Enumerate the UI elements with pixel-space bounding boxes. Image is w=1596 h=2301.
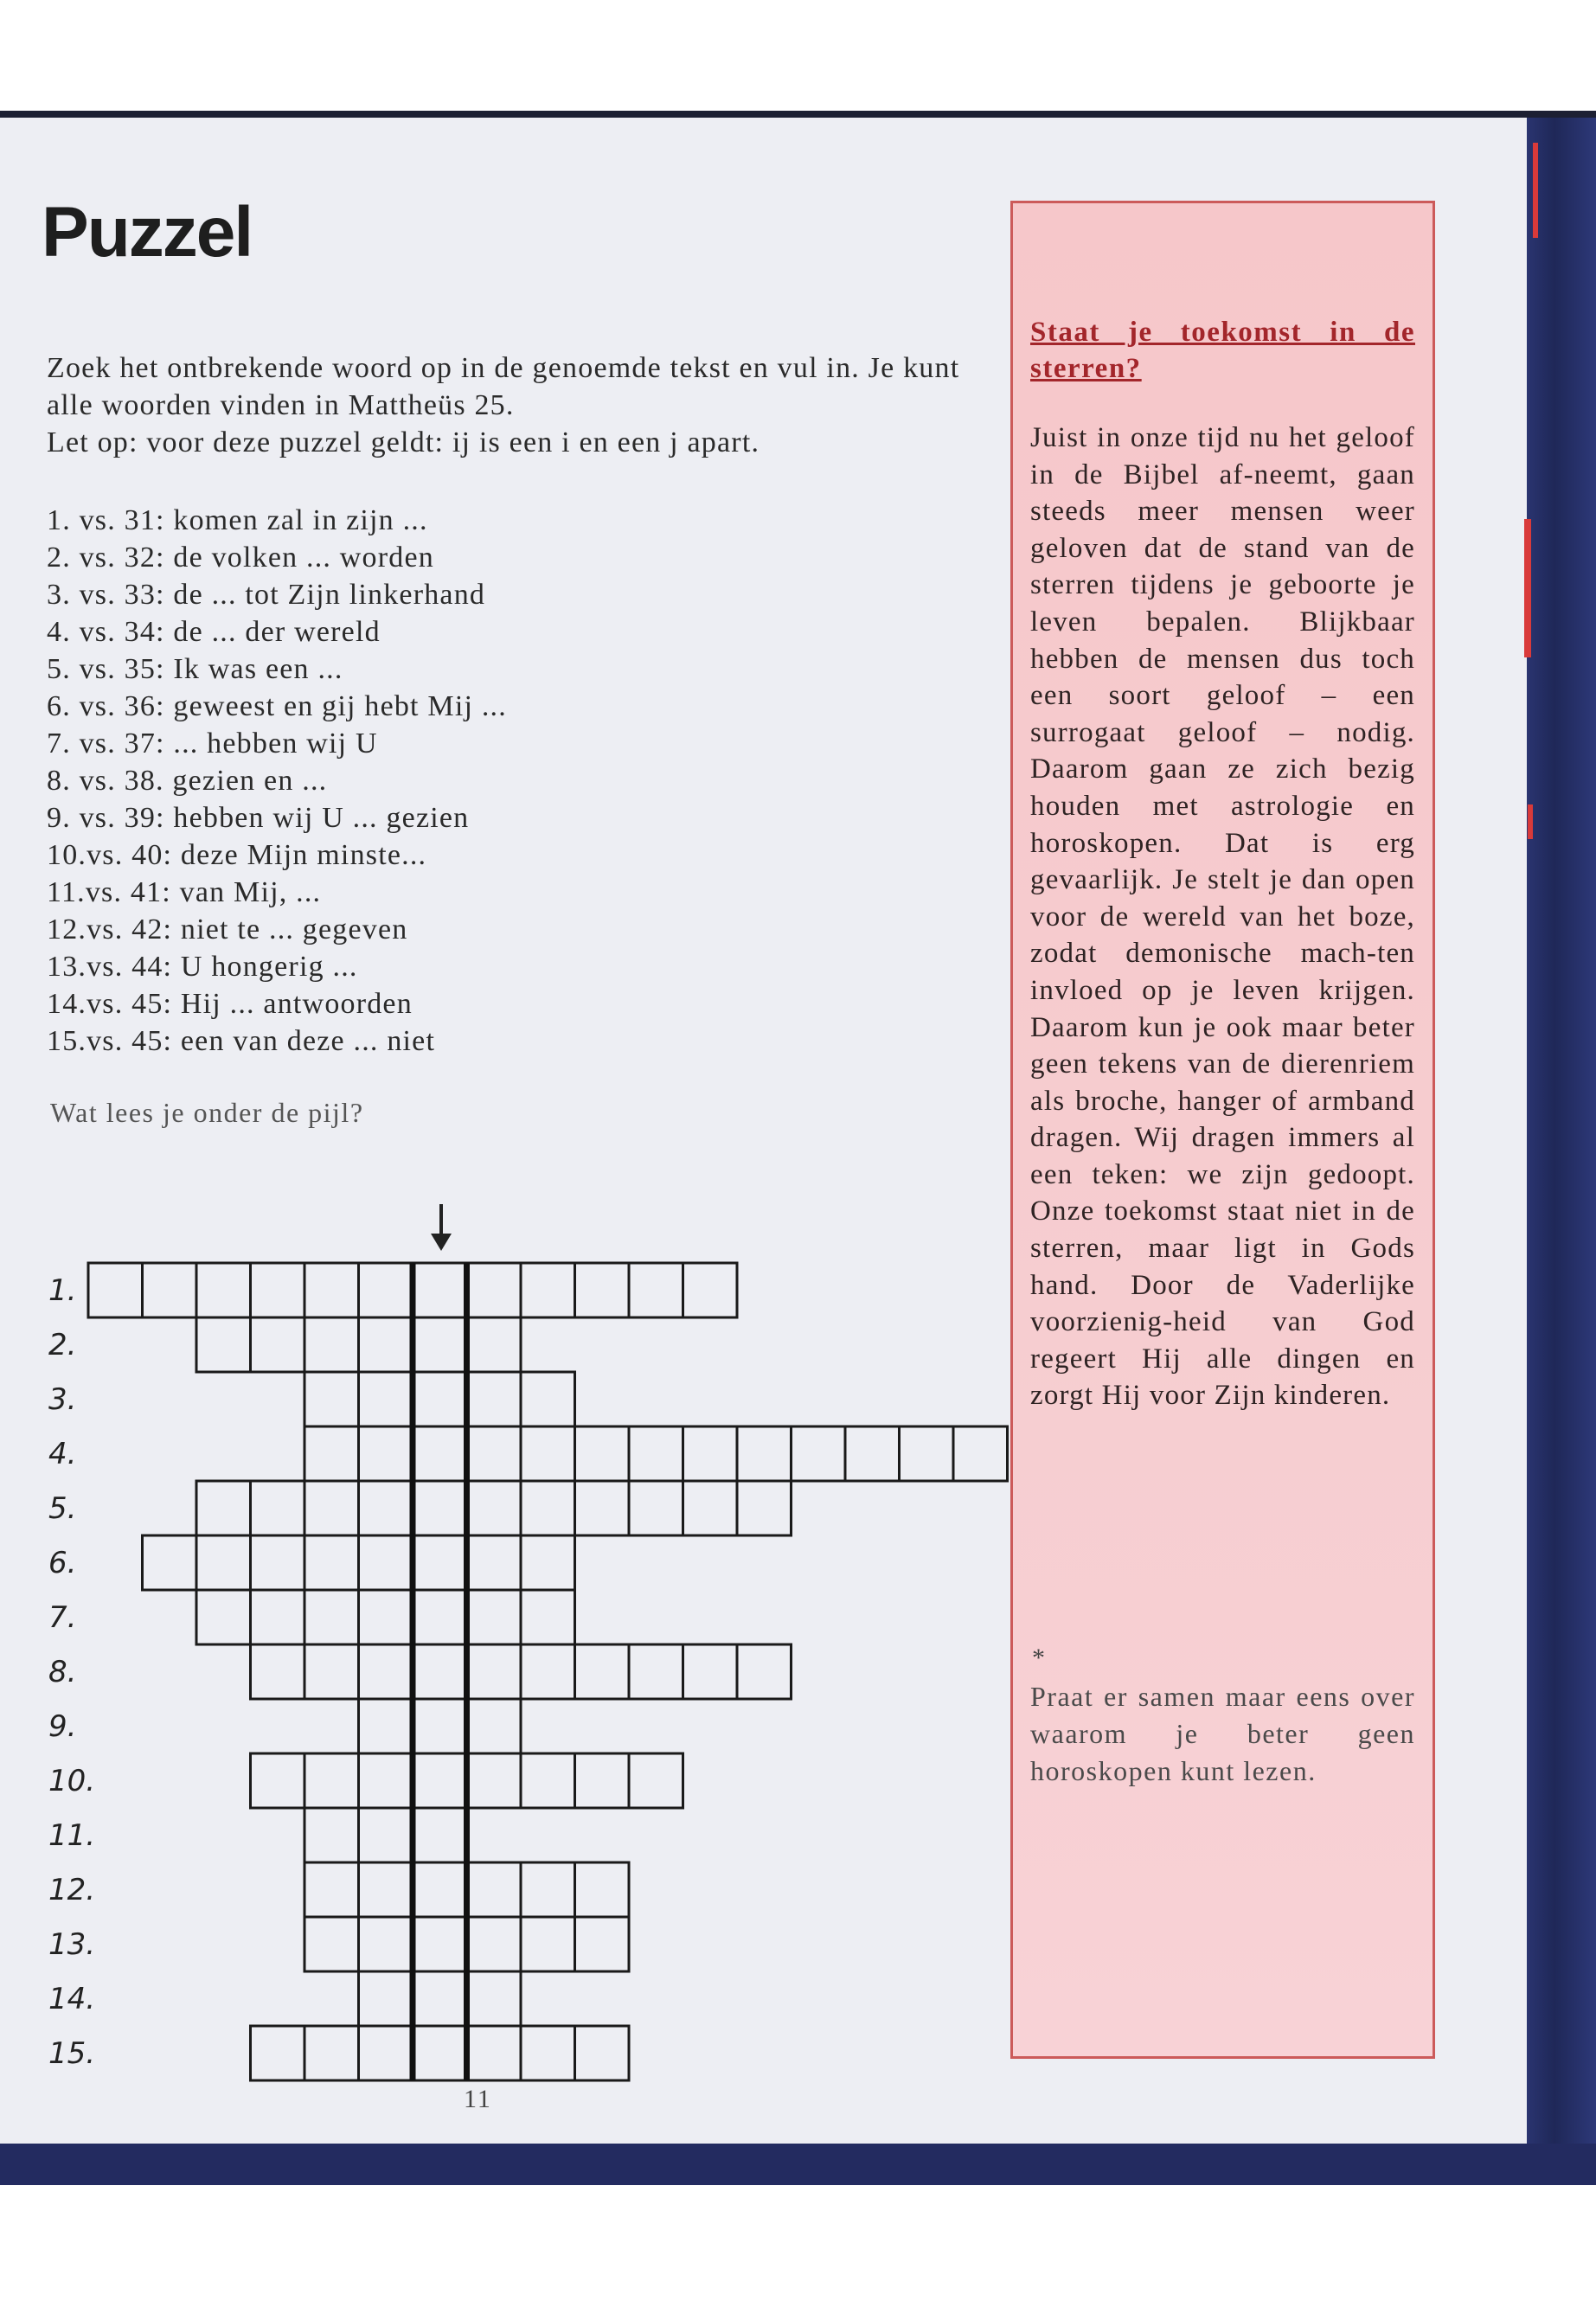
intro-line: Zoek het ontbrekende woord op in de genoemde tekst en vul in. Je kunt alle woorden vinden in Mattheüs 25. — [47, 352, 960, 421]
arrow-column-cell[interactable] — [413, 1426, 467, 1481]
crossword-cell[interactable] — [845, 1426, 900, 1481]
crossword-cell[interactable] — [251, 1481, 305, 1535]
arrow-column-cell[interactable] — [413, 1808, 467, 1862]
crossword-cell[interactable] — [143, 1263, 197, 1317]
crossword-cell[interactable] — [467, 1535, 522, 1590]
row-label: 6. — [48, 1546, 77, 1580]
row-label: 8. — [48, 1655, 77, 1689]
crossword-cell[interactable] — [575, 1753, 630, 1808]
crossword-cell[interactable] — [196, 1535, 251, 1590]
arrow-column-cell[interactable] — [413, 1481, 467, 1535]
row-label: 12. — [48, 1873, 96, 1907]
crossword-cell[interactable] — [467, 1971, 522, 2026]
crossword-cell[interactable] — [467, 1590, 522, 1644]
arrow-column-cell[interactable] — [413, 1862, 467, 1917]
arrow-column-cell[interactable] — [413, 1644, 467, 1699]
crossword-cell[interactable] — [467, 2026, 522, 2080]
crossword-cell[interactable] — [359, 1808, 413, 1862]
crossword-cell[interactable] — [467, 1644, 522, 1699]
crossword-cell[interactable] — [251, 1535, 305, 1590]
crossword-cell[interactable] — [359, 2026, 413, 2080]
clue-item: 12.vs. 42: niet te ... gegeven — [47, 913, 408, 945]
row-label: 3. — [48, 1382, 77, 1417]
clue-item: 3. vs. 33: de ... tot Zijn linkerhand — [47, 579, 486, 611]
row-label: 7. — [48, 1600, 77, 1635]
crossword-cell[interactable] — [521, 1426, 575, 1481]
crossword-cell[interactable] — [304, 1644, 359, 1699]
clue-item: 14.vs. 45: Hij ... antwoorden — [47, 988, 413, 1020]
crossword-cell[interactable] — [737, 1644, 792, 1699]
crossword-cell[interactable] — [304, 2026, 359, 2080]
crossword-cell[interactable] — [629, 1426, 683, 1481]
crossword-cell[interactable] — [467, 1317, 522, 1372]
arrow-column-cell[interactable] — [413, 1535, 467, 1590]
clue-item: 1. vs. 31: komen zal in zijn ... — [47, 504, 428, 536]
crossword-cell[interactable] — [629, 1481, 683, 1535]
arrow-column-cell[interactable] — [413, 1317, 467, 1372]
clue-item: 5. vs. 35: Ik was een ... — [47, 653, 343, 685]
clue-item: 7. vs. 37: ... hebben wij U — [47, 727, 378, 760]
crossword-cell[interactable] — [521, 1535, 575, 1590]
crossword-cell[interactable] — [575, 1426, 630, 1481]
row-label: 11. — [48, 1818, 96, 1853]
crossword-cell[interactable] — [304, 1426, 359, 1481]
crossword-cell[interactable] — [953, 1426, 1008, 1481]
crossword-cell[interactable] — [359, 1481, 413, 1535]
crossword-cell[interactable] — [359, 1644, 413, 1699]
crossword-cell[interactable] — [521, 1263, 575, 1317]
crossword-cell[interactable] — [467, 1917, 522, 1971]
arrow-column-cell[interactable] — [413, 1699, 467, 1753]
page-number: 11 — [464, 2085, 492, 2113]
arrow-column-cell[interactable] — [413, 1971, 467, 2026]
crossword-cell[interactable] — [304, 1372, 359, 1426]
crossword-cell[interactable] — [196, 1590, 251, 1644]
sidebar-footer: Praat er samen maar eens over waarom je beter geen horoskopen kunt lezen. — [1030, 1681, 1415, 1786]
crossword-cell[interactable] — [683, 1426, 738, 1481]
arrow-column-cell[interactable] — [413, 1372, 467, 1426]
clue-item: 6. vs. 36: geweest en gij hebt Mij ... — [47, 690, 507, 722]
row-label: 4. — [48, 1437, 77, 1471]
row-label: 1. — [48, 1273, 77, 1308]
crossword-cell[interactable] — [575, 2026, 630, 2080]
arrow-column-cell[interactable] — [413, 1917, 467, 1971]
crossword-cell[interactable] — [196, 1263, 251, 1317]
crossword-cell[interactable] — [359, 1753, 413, 1808]
crossword-cell[interactable] — [359, 1535, 413, 1590]
crossword-cell[interactable] — [251, 2026, 305, 2080]
crossword-cell[interactable] — [683, 1481, 738, 1535]
crossword-cell[interactable] — [521, 1917, 575, 1971]
page-title: Puzzel — [42, 193, 253, 272]
crossword-cell[interactable] — [575, 1481, 630, 1535]
arrow-column-cell[interactable] — [413, 2026, 467, 2080]
sidebar-body: Juist in onze tijd nu het geloof in de Bijbel af-neemt, gaan steeds meer mensen weer geloven dat de stand van de sterren tijdens je geboorte je leven bepalen. Blijkbaar hebben de mensen dus toch een soort geloof – een surrogaat geloof – nodig. Daarom gaan ze zich bezig houden met astrologie en horoskopen. Dat is erg gevaarlijk. Je stelt je dan open voor de wereld van het boze, zodat demonische mach-ten invloed op je leven krijgen. Daarom kun je ook maar beter geen tekens van de dierenriem als broche, hanger of armband dragen. Wij dragen immers al een teken: we zijn gedoopt. Onze toekomst staat niet in de sterren, maar ligt in Gods hand. Door de Vaderlijke voorzienig-heid van God regeert Hij alle dingen en zorgt Hij voor Zijn kinderen. — [1030, 422, 1415, 1412]
crossword-cell[interactable] — [304, 1917, 359, 1971]
crossword-cell[interactable] — [629, 1753, 683, 1808]
row-label: 5. — [48, 1491, 77, 1526]
puzzle-question: Wat lees je onder de pijl? — [50, 1097, 364, 1128]
crossword-cell[interactable] — [521, 1753, 575, 1808]
row-label: 9. — [48, 1709, 77, 1744]
crossword-cell[interactable] — [304, 1263, 359, 1317]
clue-item: 2. vs. 32: de volken ... worden — [47, 542, 434, 574]
crossword-cell[interactable] — [792, 1426, 846, 1481]
crossword-cell[interactable] — [467, 1372, 522, 1426]
crossword-cell[interactable] — [737, 1481, 792, 1535]
crossword-cell[interactable] — [575, 1917, 630, 1971]
crossword-cell[interactable] — [359, 1862, 413, 1917]
crossword-cell[interactable] — [304, 1481, 359, 1535]
sidebar-star: * — [1032, 1644, 1045, 1672]
crossword-cell[interactable] — [251, 1263, 305, 1317]
crossword-cell[interactable] — [467, 1481, 522, 1535]
arrow-column-cell[interactable] — [413, 1263, 467, 1317]
crossword-cell[interactable] — [251, 1590, 305, 1644]
crossword-cell[interactable] — [521, 1590, 575, 1644]
clue-item: 11.vs. 41: van Mij, ... — [47, 876, 322, 908]
crossword-cell[interactable] — [359, 1317, 413, 1372]
crossword-cell[interactable] — [359, 1426, 413, 1481]
arrow-column-cell[interactable] — [413, 1753, 467, 1808]
crossword-cell[interactable] — [683, 1263, 738, 1317]
row-label: 2. — [48, 1328, 77, 1362]
crossword-cell[interactable] — [251, 1317, 305, 1372]
row-label: 10. — [48, 1764, 96, 1798]
crossword-cell[interactable] — [304, 1535, 359, 1590]
crossword-cell[interactable] — [359, 1590, 413, 1644]
crossword-cell[interactable] — [737, 1426, 792, 1481]
crossword-cell[interactable] — [359, 1372, 413, 1426]
crossword-cell[interactable] — [467, 1753, 522, 1808]
crossword-cell[interactable] — [521, 1644, 575, 1699]
crossword-cell[interactable] — [251, 1753, 305, 1808]
crossword-cell[interactable] — [575, 1263, 630, 1317]
crossword-cell[interactable] — [304, 1753, 359, 1808]
crossword-cell[interactable] — [304, 1317, 359, 1372]
crossword-cell[interactable] — [304, 1808, 359, 1862]
clue-item: 4. vs. 34: de ... der wereld — [47, 616, 381, 648]
crossword-cell[interactable] — [467, 1699, 522, 1753]
crossword-cell[interactable] — [304, 1862, 359, 1917]
crossword-cell[interactable] — [359, 1263, 413, 1317]
crossword-cell[interactable] — [196, 1317, 251, 1372]
intro-line: Let op: voor deze puzzel geldt: ij is een i en een j apart. — [47, 426, 760, 458]
crossword-cell[interactable] — [467, 1426, 522, 1481]
crossword-cell[interactable] — [521, 1481, 575, 1535]
crossword-cell[interactable] — [575, 1644, 630, 1699]
clue-item: 9. vs. 39: hebben wij U ... gezien — [47, 802, 470, 834]
row-label: 14. — [48, 1982, 96, 2016]
crossword-cell[interactable] — [629, 1263, 683, 1317]
crossword-cell[interactable] — [521, 1372, 575, 1426]
crossword-cell[interactable] — [251, 1644, 305, 1699]
crossword-cell[interactable] — [575, 1862, 630, 1917]
clue-item: 8. vs. 38. gezien en ... — [47, 765, 328, 797]
crossword-cell[interactable] — [629, 1644, 683, 1699]
row-label: 15. — [48, 2036, 96, 2071]
sidebar-heading: Staat je toekomst in de sterren? — [1030, 317, 1415, 384]
crossword-cell[interactable] — [521, 2026, 575, 2080]
arrow-column-cell[interactable] — [413, 1590, 467, 1644]
crossword-cell[interactable] — [196, 1481, 251, 1535]
clue-item: 15.vs. 45: een van deze ... niet — [47, 1025, 436, 1057]
clue-item: 13.vs. 44: U hongerig ... — [47, 951, 358, 983]
crossword-cell[interactable] — [359, 1917, 413, 1971]
clue-item: 10.vs. 40: deze Mijn minste... — [47, 839, 427, 871]
crossword-cell[interactable] — [683, 1644, 738, 1699]
row-label: 13. — [48, 1927, 96, 1962]
crossword-cell[interactable] — [467, 1263, 522, 1317]
crossword-cell[interactable] — [304, 1590, 359, 1644]
crossword-cell[interactable] — [521, 1862, 575, 1917]
crossword-cell[interactable] — [359, 1699, 413, 1753]
crossword-cell[interactable] — [143, 1535, 197, 1590]
crossword-cell[interactable] — [359, 1971, 413, 2026]
crossword-cell[interactable] — [900, 1426, 954, 1481]
sidebar-box — [1010, 201, 1435, 2059]
crossword-cell[interactable] — [467, 1862, 522, 1917]
